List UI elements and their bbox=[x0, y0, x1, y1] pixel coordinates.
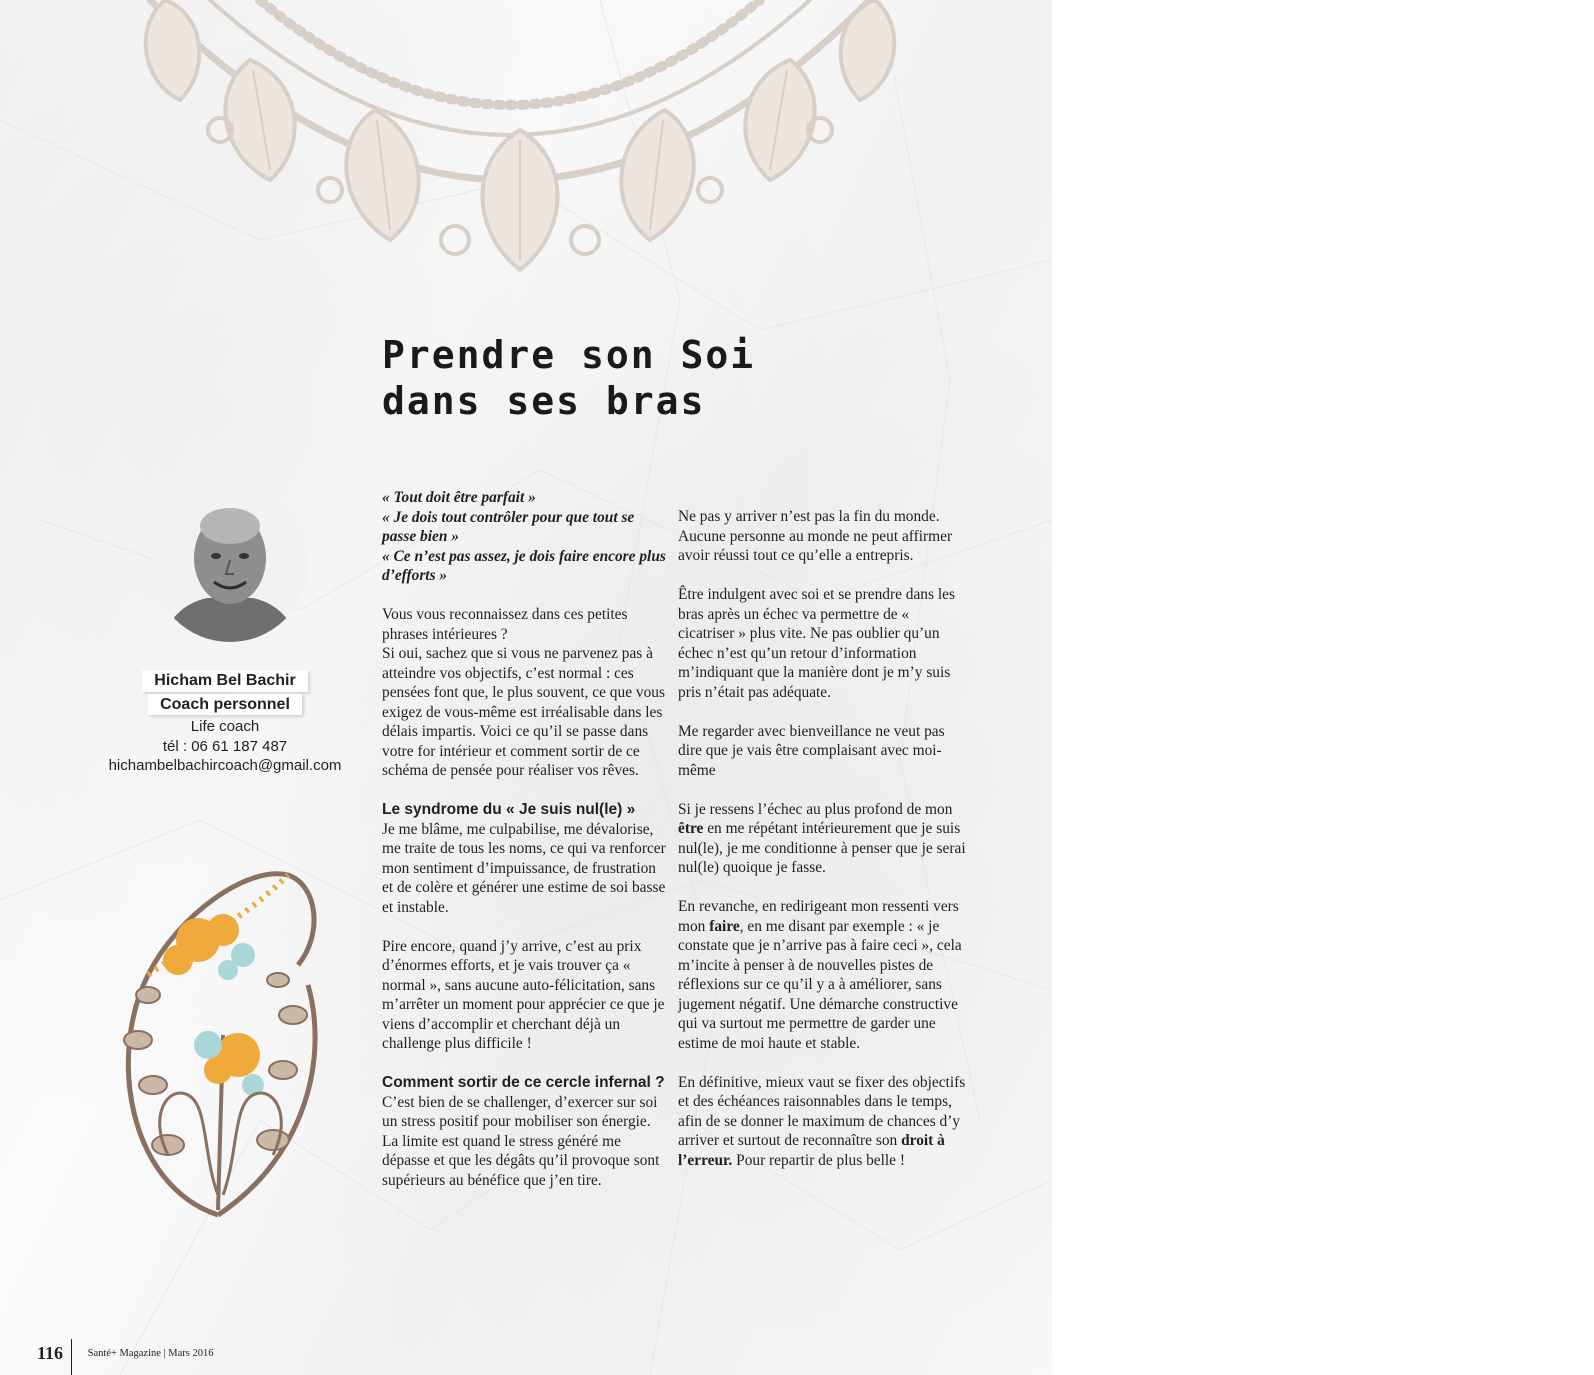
author-name: Hicham Bel Bachir bbox=[142, 670, 307, 692]
article-column-right bbox=[678, 507, 968, 1190]
text-run: Pour repartir de plus belle ! bbox=[732, 1151, 905, 1169]
paragraph-4: Ne pas y arriver n’est pas la fin du monde. Aucune personne au monde ne peut affirmer avoir réussi tout ce qu’elle a entrepris. bbox=[678, 508, 953, 564]
paragraph-3: C’est bien de se challenger, d’exercer sur soi un stress positif pour mobiliser son énergie. La limite est quand le stress généré me dépasse et que les dégâts qu’il provoque sont supérieurs au bénéfice que j’en tire. bbox=[382, 1093, 660, 1189]
emphasis-droit-erreur: droit à l’erreur. bbox=[678, 1132, 945, 1169]
page-footer bbox=[37, 1343, 213, 1364]
author-role: Coach personnel bbox=[148, 694, 302, 716]
emphasis-etre: être bbox=[678, 820, 704, 837]
text-run: en me répétant intérieurement que je suis nul(le), je me conditionne à penser que je serai nul(le) quoique je fasse. bbox=[678, 820, 966, 876]
author-phone: tél : 06 61 187 487 bbox=[162, 737, 288, 755]
quote-1: « Tout doit être parfait » bbox=[382, 489, 536, 506]
author-photo bbox=[152, 486, 308, 642]
paragraph-1: Je me blâme, me culpabilise, me dévalorise, me traite de tous les noms, ce qui va renforcer mon sentiment d’impuissance, de frustration et de colère et générer une estime de soi basse et instable. bbox=[382, 820, 666, 916]
text-run: , en me disant par exemple : « je constate que je n’arrive pas à faire ceci », cela m’incite à penser à de nouvelles pistes de réflexions sur ce qu’il y a à améliorer, sans jugement négatif. Une démarche constructive qui va surtout me permettre de garder une estime de moi haute et stable. bbox=[678, 917, 962, 1052]
intro-paragraph-2: Si oui, sachez que si vous ne parvenez pas à atteindre vos objectifs, c’est normal : ces pensées font que, le plus souvent, ce que vous exigez de vous-même est irréalisable dans les délais impartis. Voici ce qu’il se passe dans votre for intérieur et comment sortir de ce schéma de pensée pour réaliser vos rêves. bbox=[382, 645, 665, 779]
avatar bbox=[152, 486, 308, 642]
text-run: Si je ressens l’échec au plus profond de mon bbox=[678, 800, 953, 818]
publication-info: Santé+ Magazine | Mars 2016 bbox=[87, 1348, 214, 1359]
paragraph-5: Être indulgent avec soi et se prendre dans les bras après un échec va permettre de « cicatriser » plus vite. Ne pas oublier qu’un échec n’est qu’un retour d’information m’indiquant que la manière dont je m’y suis pris n’était pas adéquate. bbox=[678, 586, 955, 701]
author-email[interactable]: hichambelbachircoach@gmail.com bbox=[108, 757, 342, 774]
paragraph-9 bbox=[678, 1073, 968, 1171]
paisley-illustration bbox=[108, 855, 328, 1220]
paragraph-7 bbox=[678, 800, 968, 878]
text-run: En définitive, mieux vaut se fixer des objectifs et des échéances raisonnables dans le temps, afin de se donner le maximum de chances d’y arriver et surtout de reconnaître son bbox=[678, 1073, 966, 1149]
text-run: En revanche, en redirigeant mon ressenti vers mon bbox=[678, 898, 959, 935]
emphasis-faire: faire bbox=[709, 917, 740, 935]
section-heading-2: Comment sortir de ce cercle infernal ? bbox=[382, 1074, 665, 1091]
author-info bbox=[100, 670, 350, 776]
article-title bbox=[382, 332, 755, 424]
paragraph-6: Me regarder avec bienveillance ne veut pas dire que je vais être complaisant avec moi-même bbox=[678, 722, 945, 779]
author-subtitle: Life coach bbox=[190, 718, 260, 735]
quote-2: « Je dois tout contrôler pour que tout se passe bien » bbox=[382, 508, 635, 545]
mandala-ornament bbox=[90, 0, 930, 280]
paragraph-2: Pire encore, quand j’y arrive, c’est au prix d’énormes efforts, et je vais trouver ça « normal », sans aucune auto-félicitation, sans m’arrêter un moment pour apprécier ce que je viens d’accomplir et cherchant déjà un challenge plus difficile ! bbox=[382, 937, 665, 1052]
quote-3: « Ce n’est pas assez, je dois faire encore plus d’efforts » bbox=[382, 547, 666, 584]
section-heading-1: Le syndrome du « Je suis nul(le) » bbox=[382, 801, 636, 818]
title-line-1: Prendre son Soi bbox=[382, 333, 756, 377]
intro-paragraph: Vous vous reconnaissez dans ces petites phrases intérieures ? bbox=[382, 606, 628, 643]
title-line-2: dans ses bras bbox=[382, 379, 706, 423]
page-number: 116 bbox=[37, 1343, 64, 1363]
article-column-left bbox=[382, 488, 667, 1210]
paragraph-8 bbox=[678, 897, 968, 1053]
footer-divider bbox=[71, 1339, 72, 1375]
